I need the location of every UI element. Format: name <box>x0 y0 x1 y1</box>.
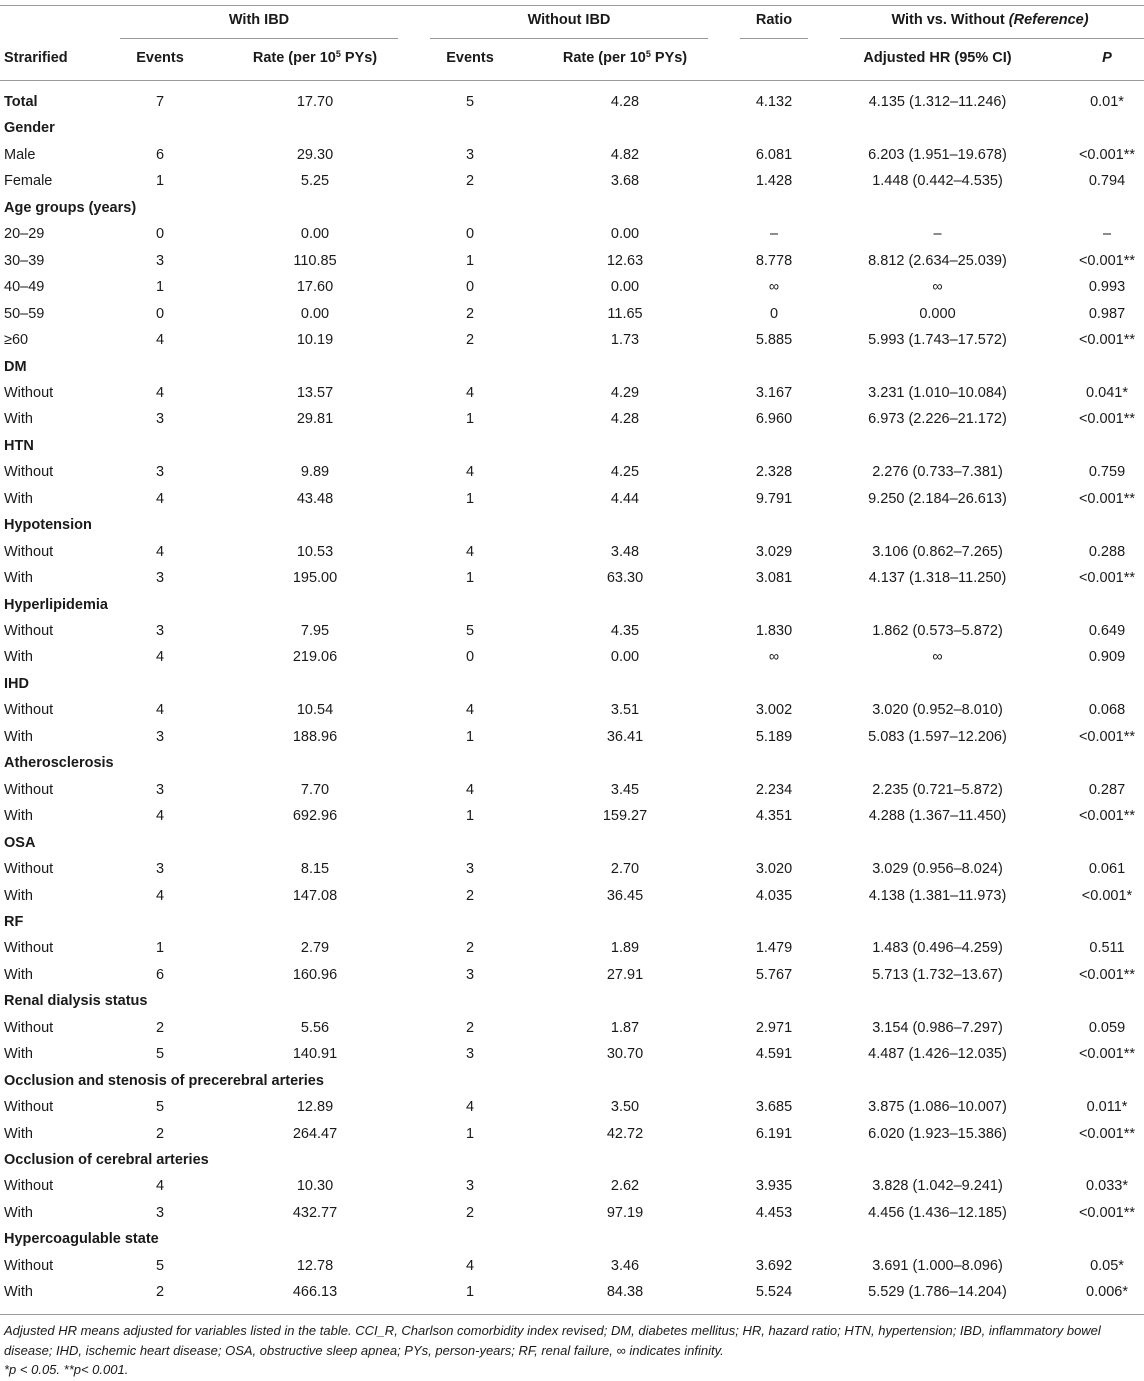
header-ratio: Ratio <box>755 12 793 28</box>
rate-with-ibd-cell: 13.57 <box>296 384 334 401</box>
ratio-cell: 3.002 <box>755 702 793 719</box>
adjusted-hr-cell: 5.083 (1.597–12.206) <box>868 728 1007 745</box>
row-label: Without <box>4 940 54 957</box>
p-value-cell: <0.001** <box>1078 1204 1136 1221</box>
p-value-cell: 0.05* <box>1090 1257 1124 1274</box>
header-with-vs-without-text: With vs. Without <box>891 12 1005 28</box>
rate-with-ibd-cell: 692.96 <box>292 808 338 825</box>
rate-label-prefix: Rate (per 10 <box>562 50 646 66</box>
p-value-cell: <0.001** <box>1078 411 1136 428</box>
events-with-ibd-cell: 6 <box>155 146 165 163</box>
adjusted-hr-cell: 3.154 (0.986–7.297) <box>872 1019 1003 1036</box>
ratio-cell: 2.328 <box>755 464 793 481</box>
events-without-ibd-cell: 1 <box>465 1284 475 1301</box>
rate-without-ibd-cell: 0.00 <box>610 649 640 666</box>
events-with-ibd-cell: 6 <box>155 966 165 983</box>
events-with-ibd-cell: 3 <box>155 623 165 639</box>
row-label: 20–29 <box>4 226 45 243</box>
row-label: Without <box>4 1099 54 1116</box>
events-with-ibd-cell: 4 <box>155 1178 165 1195</box>
adjusted-hr-cell: 8.812 (2.634–25.039) <box>868 252 1007 269</box>
rate-with-ibd-cell: 195.00 <box>292 570 338 587</box>
p-value-cell: 0.649 <box>1088 623 1126 639</box>
rate-with-ibd-cell: 12.89 <box>296 1099 334 1116</box>
rate-without-ibd-cell: 3.51 <box>610 702 640 719</box>
ratio-cell: 6.960 <box>755 411 793 428</box>
p-value-cell: <0.001** <box>1078 728 1136 745</box>
row-label: 30–39 <box>4 252 45 269</box>
rate-with-ibd-cell: 0.00 <box>300 305 330 322</box>
table-bottom-rule <box>0 1314 1144 1315</box>
rate-with-ibd-cell: 29.81 <box>296 411 334 428</box>
events-with-ibd-cell: 3 <box>155 464 165 481</box>
events-without-ibd-cell: 3 <box>465 966 475 983</box>
adjusted-hr-cell: 1.448 (0.442–4.535) <box>872 173 1003 190</box>
events-with-ibd-cell: 0 <box>155 226 165 243</box>
rate-without-ibd-cell: 97.19 <box>606 1204 644 1221</box>
events-without-ibd-cell: 5 <box>465 623 475 639</box>
p-value-cell: <0.001** <box>1078 1046 1136 1063</box>
section-label: RF <box>4 913 24 930</box>
p-value-cell: 0.068 <box>1088 702 1126 719</box>
rate-with-ibd-cell: 432.77 <box>292 1204 338 1221</box>
events-with-ibd-cell: 3 <box>155 252 165 269</box>
events-without-ibd-cell: 4 <box>465 1257 475 1274</box>
header-reference: (Reference) <box>1008 12 1089 28</box>
rate-with-ibd-cell: 43.48 <box>296 490 334 507</box>
adjusted-hr-cell: 4.137 (1.318–11.250) <box>868 570 1007 587</box>
p-value-cell: <0.001** <box>1078 966 1136 983</box>
events-without-ibd-cell: 4 <box>465 464 475 481</box>
adjusted-hr-cell: 4.288 (1.367–11.450) <box>868 808 1007 825</box>
events-with-ibd-cell: 4 <box>155 543 165 560</box>
row-label: Total <box>4 94 38 110</box>
section-label: Hyperlipidemia <box>4 596 108 613</box>
events-without-ibd-cell: 1 <box>465 411 475 428</box>
p-value-cell: <0.001** <box>1078 1125 1136 1142</box>
ratio-cell: 3.167 <box>755 384 793 401</box>
events-without-ibd-cell: 0 <box>465 279 475 296</box>
events-with-ibd-cell: 4 <box>155 702 165 719</box>
rate-label-superscript: 5 <box>645 49 651 59</box>
adjusted-hr-cell: 4.487 (1.426–12.035) <box>868 1046 1007 1063</box>
rate-with-ibd-cell: 219.06 <box>292 649 338 666</box>
adjusted-hr-cell: 3.106 (0.862–7.265) <box>872 543 1003 560</box>
p-value-cell: 0.006* <box>1086 1284 1128 1301</box>
row-label: Without <box>4 543 54 560</box>
p-value-cell: <0.001** <box>1078 252 1136 269</box>
ratio-cell: 1.428 <box>755 173 793 190</box>
events-without-ibd-cell: 0 <box>465 649 475 666</box>
events-with-ibd-cell: 1 <box>155 940 165 957</box>
rate-with-ibd-cell: 147.08 <box>292 887 338 904</box>
p-value-cell: 0.288 <box>1088 543 1126 560</box>
ratio-cell: 4.453 <box>755 1204 793 1221</box>
row-label: Without <box>4 1019 54 1036</box>
rate-without-ibd-cell: 12.63 <box>606 252 644 269</box>
events-with-ibd-cell: 5 <box>155 1046 165 1063</box>
rate-with-ibd-cell: 10.53 <box>296 543 334 560</box>
events-without-ibd-cell: 2 <box>465 1019 475 1036</box>
p-value-cell: 0.01* <box>1090 94 1124 110</box>
events-without-ibd-cell: 4 <box>465 384 475 401</box>
rate-without-ibd-cell: 159.27 <box>602 808 648 825</box>
ratio-group-rule <box>740 38 808 39</box>
rate-with-ibd-cell: 10.19 <box>296 332 334 349</box>
ratio-cell: 2.971 <box>755 1019 793 1036</box>
rate-without-ibd-cell: 2.62 <box>610 1178 640 1195</box>
events-without-ibd-cell: 4 <box>465 781 475 798</box>
events-with-ibd-cell: 4 <box>155 332 165 349</box>
events-with-ibd-cell: 3 <box>155 570 165 587</box>
ratio-cell: 6.191 <box>755 1125 793 1142</box>
events-without-ibd-cell: 3 <box>465 1046 475 1063</box>
row-label: Without <box>4 1257 54 1274</box>
rate-label-superscript: 5 <box>335 49 341 59</box>
adjusted-hr-cell: 3.029 (0.956–8.024) <box>872 861 1003 878</box>
events-without-ibd-cell: 4 <box>465 1099 475 1116</box>
row-label: With <box>4 411 33 428</box>
events-without-ibd-cell: 2 <box>465 940 475 957</box>
rate-without-ibd-cell: 4.44 <box>610 490 640 507</box>
rate-without-ibd-cell: 0.00 <box>610 279 640 296</box>
rate-without-ibd-cell: 3.45 <box>610 781 640 798</box>
p-value-cell: <0.001* <box>1081 887 1133 904</box>
header-p: P <box>1102 50 1112 66</box>
section-label: Occlusion of cerebral arteries <box>4 1152 209 1168</box>
rate-with-ibd-cell: 12.78 <box>296 1257 334 1274</box>
events-without-ibd-cell: 2 <box>465 173 475 190</box>
row-label: Male <box>4 146 36 163</box>
rate-with-ibd-cell: 17.60 <box>296 279 334 296</box>
row-label: Without <box>4 702 54 719</box>
events-with-ibd-cell: 4 <box>155 808 165 825</box>
rate-with-ibd-cell: 140.91 <box>292 1046 338 1063</box>
p-value-cell: 0.511 <box>1089 940 1125 957</box>
events-without-ibd-cell: 3 <box>465 861 475 878</box>
ratio-cell: 3.081 <box>755 570 793 587</box>
events-with-ibd-cell: 5 <box>155 1257 165 1274</box>
row-label: With <box>4 1046 33 1063</box>
ratio-cell: 3.029 <box>755 543 793 560</box>
rate-without-ibd-cell: 4.25 <box>610 464 640 481</box>
adjusted-hr-cell: 3.231 (1.010–10.084) <box>868 384 1007 401</box>
adjusted-hr-cell: ∞ <box>932 279 943 296</box>
p-value-cell: 0.794 <box>1088 173 1126 190</box>
rate-with-ibd-cell: 2.79 <box>300 940 330 957</box>
header-without-ibd: Without IBD <box>527 12 611 28</box>
row-label: Female <box>4 173 53 190</box>
adjusted-hr-cell: – <box>933 226 942 243</box>
rate-without-ibd-cell: 2.70 <box>610 861 640 878</box>
ratio-cell: 4.132 <box>755 94 793 110</box>
rate-with-ibd-cell: 188.96 <box>292 728 338 745</box>
p-value-cell: <0.001** <box>1078 146 1136 163</box>
ratio-cell: – <box>769 226 779 243</box>
row-label: With <box>4 490 33 507</box>
row-label: With <box>4 1204 33 1221</box>
section-label: Occlusion and stenosis of precerebral arteries <box>4 1072 324 1089</box>
section-label: OSA <box>4 834 36 851</box>
events-with-ibd-cell: 7 <box>155 94 165 110</box>
adjusted-hr-cell: 4.135 (1.312–11.246) <box>868 94 1007 110</box>
events-with-ibd-cell: 3 <box>155 861 165 878</box>
rate-without-ibd-cell: 4.35 <box>610 623 640 639</box>
events-without-ibd-cell: 1 <box>465 1125 475 1142</box>
events-without-ibd-cell: 1 <box>465 490 475 507</box>
section-label: IHD <box>4 675 29 692</box>
ratio-cell: 3.685 <box>755 1099 793 1116</box>
adjusted-hr-cell: 5.993 (1.743–17.572) <box>868 332 1007 349</box>
p-value-cell: <0.001** <box>1078 490 1136 507</box>
rate-without-ibd-cell: 3.46 <box>610 1257 640 1274</box>
rate-with-ibd-cell: 10.54 <box>296 702 334 719</box>
ratio-cell: 6.081 <box>755 146 793 163</box>
row-label: Without <box>4 464 54 481</box>
with-ibd-group-rule <box>120 38 398 39</box>
events-with-ibd-cell: 2 <box>155 1125 165 1142</box>
rate-without-ibd-cell: 27.91 <box>606 966 644 983</box>
events-with-ibd-cell: 1 <box>155 279 165 296</box>
ratio-cell: 4.591 <box>755 1046 793 1063</box>
ratio-cell: 5.524 <box>755 1284 793 1301</box>
rate-without-ibd-cell: 3.48 <box>610 543 640 560</box>
adjusted-hr-cell: 3.020 (0.952–8.010) <box>872 702 1003 719</box>
events-with-ibd-cell: 4 <box>155 384 165 401</box>
rate-with-ibd-cell: 7.70 <box>300 781 330 798</box>
events-without-ibd-cell: 1 <box>465 808 475 825</box>
adjusted-hr-cell: 1.483 (0.496–4.259) <box>872 940 1003 957</box>
row-label: With <box>4 728 33 745</box>
events-with-ibd-cell: 3 <box>155 1204 165 1221</box>
adjusted-hr-cell: 0.000 <box>919 305 956 322</box>
ratio-cell: 5.767 <box>755 966 793 983</box>
row-label: 50–59 <box>4 305 45 322</box>
without-ibd-group-rule <box>430 38 708 39</box>
ratio-cell: 9.791 <box>755 490 793 507</box>
rate-label-suffix: PYs) <box>340 50 378 66</box>
header-rate-with <box>215 50 415 66</box>
header-with-ibd: With IBD <box>228 12 290 28</box>
table-top-rule <box>0 5 1144 6</box>
rate-without-ibd-cell: 1.89 <box>610 940 640 957</box>
ratio-cell: ∞ <box>768 279 780 296</box>
rate-without-ibd-cell: 84.38 <box>606 1284 644 1301</box>
events-with-ibd-cell: 3 <box>155 411 165 428</box>
row-label: With <box>4 887 33 904</box>
events-without-ibd-cell: 4 <box>465 543 475 560</box>
rate-label-suffix: PYs) <box>650 50 688 66</box>
row-label: With <box>4 570 33 587</box>
row-label: Without <box>4 623 54 639</box>
rate-without-ibd-cell: 36.41 <box>606 728 644 745</box>
header-with-vs-without <box>840 12 1140 28</box>
ratio-cell: 3.020 <box>755 861 793 878</box>
rate-with-ibd-cell: 160.96 <box>292 966 338 983</box>
events-with-ibd-cell: 0 <box>155 305 165 322</box>
rate-with-ibd-cell: 10.30 <box>296 1178 334 1195</box>
section-label: Hypotension <box>4 517 92 534</box>
rate-without-ibd-cell: 4.82 <box>610 146 640 163</box>
p-value-cell: 0.011* <box>1086 1099 1128 1116</box>
p-value-cell: 0.993 <box>1088 279 1126 296</box>
rate-without-ibd-cell: 30.70 <box>606 1046 644 1063</box>
rate-with-ibd-cell: 5.25 <box>300 173 330 190</box>
row-label: Without <box>4 861 54 878</box>
row-label: 40–49 <box>4 279 45 296</box>
ratio-cell: 3.692 <box>755 1257 793 1274</box>
rate-with-ibd-cell: 29.30 <box>296 146 334 163</box>
events-without-ibd-cell: 3 <box>465 146 475 163</box>
p-value-cell: 0.061 <box>1088 861 1126 878</box>
section-label: Atherosclerosis <box>4 755 114 772</box>
p-value-cell: 0.287 <box>1088 781 1126 798</box>
rate-with-ibd-cell: 466.13 <box>292 1284 338 1301</box>
adjusted-hr-cell: 4.138 (1.381–11.973) <box>868 887 1007 904</box>
adjusted-hr-cell: 6.973 (2.226–21.172) <box>868 411 1007 428</box>
rate-without-ibd-cell: 1.73 <box>610 332 640 349</box>
events-without-ibd-cell: 0 <box>465 226 475 243</box>
rate-with-ibd-cell: 5.56 <box>300 1019 330 1036</box>
events-without-ibd-cell: 2 <box>465 1204 475 1221</box>
row-label: ≥60 <box>4 332 29 349</box>
p-value-cell: <0.001** <box>1078 332 1136 349</box>
ratio-cell: 4.351 <box>755 808 793 825</box>
events-with-ibd-cell: 4 <box>155 649 165 666</box>
adjusted-hr-cell: 3.828 (1.042–9.241) <box>872 1178 1003 1195</box>
ratio-cell: 1.479 <box>755 940 793 957</box>
row-label: With <box>4 966 33 983</box>
rate-with-ibd-cell: 7.95 <box>300 623 330 639</box>
adjusted-hr-cell: 3.875 (1.086–10.007) <box>868 1099 1007 1116</box>
rate-with-ibd-cell: 110.85 <box>293 252 337 269</box>
adjusted-hr-cell: ∞ <box>932 649 943 666</box>
hr-group-rule <box>840 38 1144 39</box>
p-value-cell: 0.987 <box>1088 305 1126 322</box>
row-label: With <box>4 1284 33 1301</box>
rate-without-ibd-cell: 42.72 <box>606 1125 644 1142</box>
rate-without-ibd-cell: 36.45 <box>606 887 644 904</box>
p-value-cell: <0.001** <box>1078 808 1136 825</box>
rate-without-ibd-cell: 4.28 <box>610 94 640 110</box>
adjusted-hr-cell: 2.235 (0.721–5.872) <box>872 781 1003 798</box>
section-label: Age groups (years) <box>4 199 137 216</box>
adjusted-hr-cell: 9.250 (2.184–26.613) <box>868 490 1007 507</box>
rate-with-ibd-cell: 17.70 <box>296 94 334 110</box>
rate-without-ibd-cell: 4.28 <box>610 411 640 428</box>
header-bottom-rule <box>0 80 1144 81</box>
adjusted-hr-cell: 1.862 (0.573–5.872) <box>872 623 1003 639</box>
events-without-ibd-cell: 3 <box>465 1178 475 1195</box>
events-with-ibd-cell: 2 <box>155 1019 165 1036</box>
row-label: With <box>4 808 33 825</box>
header-events-with: Events <box>136 50 184 66</box>
p-value-cell: 0.059 <box>1088 1019 1126 1036</box>
header-events-without: Events <box>446 50 494 66</box>
p-value-cell: <0.001** <box>1078 570 1136 587</box>
events-without-ibd-cell: 2 <box>465 887 475 904</box>
events-without-ibd-cell: 1 <box>465 728 475 745</box>
events-without-ibd-cell: 1 <box>465 252 475 269</box>
adjusted-hr-cell: 3.691 (1.000–8.096) <box>872 1257 1003 1274</box>
section-label: Hypercoagulable state <box>4 1231 159 1248</box>
adjusted-hr-cell: 5.529 (1.786–14.204) <box>868 1284 1007 1301</box>
events-without-ibd-cell: 1 <box>465 570 475 587</box>
events-without-ibd-cell: 2 <box>465 332 475 349</box>
row-label: Without <box>4 384 54 401</box>
events-with-ibd-cell: 1 <box>155 173 165 190</box>
ratio-cell: 5.885 <box>755 332 793 349</box>
rate-without-ibd-cell: 4.29 <box>610 384 640 401</box>
adjusted-hr-cell: 2.276 (0.733–7.381) <box>872 464 1003 481</box>
p-value-cell: 0.033* <box>1086 1178 1128 1195</box>
rate-without-ibd-cell: 3.68 <box>610 173 640 190</box>
events-with-ibd-cell: 5 <box>155 1099 165 1116</box>
events-with-ibd-cell: 4 <box>155 887 165 904</box>
p-value-cell: – <box>1102 226 1112 243</box>
events-with-ibd-cell: 2 <box>155 1284 165 1301</box>
p-value-cell: 0.909 <box>1088 649 1126 666</box>
row-label: Without <box>4 781 54 798</box>
events-with-ibd-cell: 3 <box>155 781 165 798</box>
section-label: Gender <box>4 120 55 137</box>
p-value-cell: 0.759 <box>1088 464 1126 481</box>
rate-without-ibd-cell: 11.65 <box>607 305 643 322</box>
rate-with-ibd-cell: 264.47 <box>292 1125 338 1142</box>
events-with-ibd-cell: 4 <box>155 490 165 507</box>
row-label: Without <box>4 1178 54 1195</box>
header-adjusted-hr: Adjusted HR (95% CI) <box>863 50 1012 66</box>
ratio-cell: ∞ <box>768 649 780 666</box>
events-without-ibd-cell: 4 <box>465 702 475 719</box>
adjusted-hr-cell: 6.020 (1.923–15.386) <box>868 1125 1007 1142</box>
rate-without-ibd-cell: 1.87 <box>610 1019 640 1036</box>
rate-with-ibd-cell: 8.15 <box>300 861 330 878</box>
ratio-cell: 3.935 <box>755 1178 793 1195</box>
section-label: HTN <box>4 437 34 454</box>
row-label: With <box>4 649 33 666</box>
section-label: DM <box>4 358 27 375</box>
header-rate-without <box>525 50 725 66</box>
adjusted-hr-cell: 6.203 (1.951–19.678) <box>868 146 1007 163</box>
events-with-ibd-cell: 3 <box>155 728 165 745</box>
row-label: With <box>4 1125 33 1142</box>
significance-note: *p < 0.05. **p< 0.001. <box>4 1362 129 1377</box>
rate-without-ibd-cell: 3.50 <box>610 1099 640 1116</box>
ratio-cell: 1.830 <box>755 623 793 639</box>
rate-without-ibd-cell: 0.00 <box>610 226 640 243</box>
rate-label-prefix: Rate (per 10 <box>252 50 336 66</box>
ratio-cell: 5.189 <box>755 728 793 745</box>
table-footnote: Adjusted HR means adjusted for variables listed in the table. CCI_R, Charlson comorbidity index revised; DM, diabetes mellitus; HR, hazard ratio; HTN, hypertension; IBD, inflammatory bowel disease; IHD, ischemic heart disease; OSA, obstructive sleep apnea; PYs, person-years; RF, renal failure, ∞ indicates infinity. <box>4 1323 1101 1358</box>
rate-with-ibd-cell: 0.00 <box>300 226 330 243</box>
events-without-ibd-cell: 5 <box>465 94 475 110</box>
adjusted-hr-cell: 5.713 (1.732–13.67) <box>872 966 1003 983</box>
ratio-cell: 8.778 <box>755 252 793 269</box>
rate-without-ibd-cell: 63.30 <box>606 570 644 587</box>
section-label: Renal dialysis status <box>4 993 148 1010</box>
rate-with-ibd-cell: 9.89 <box>300 464 330 481</box>
events-without-ibd-cell: 2 <box>465 305 475 322</box>
p-value-cell: 0.041* <box>1086 384 1128 401</box>
header-strarified: Strarified <box>4 50 68 66</box>
ratio-cell: 2.234 <box>755 781 793 798</box>
ratio-cell: 0 <box>769 305 779 322</box>
ratio-cell: 4.035 <box>755 887 793 904</box>
adjusted-hr-cell: 4.456 (1.436–12.185) <box>868 1204 1007 1221</box>
